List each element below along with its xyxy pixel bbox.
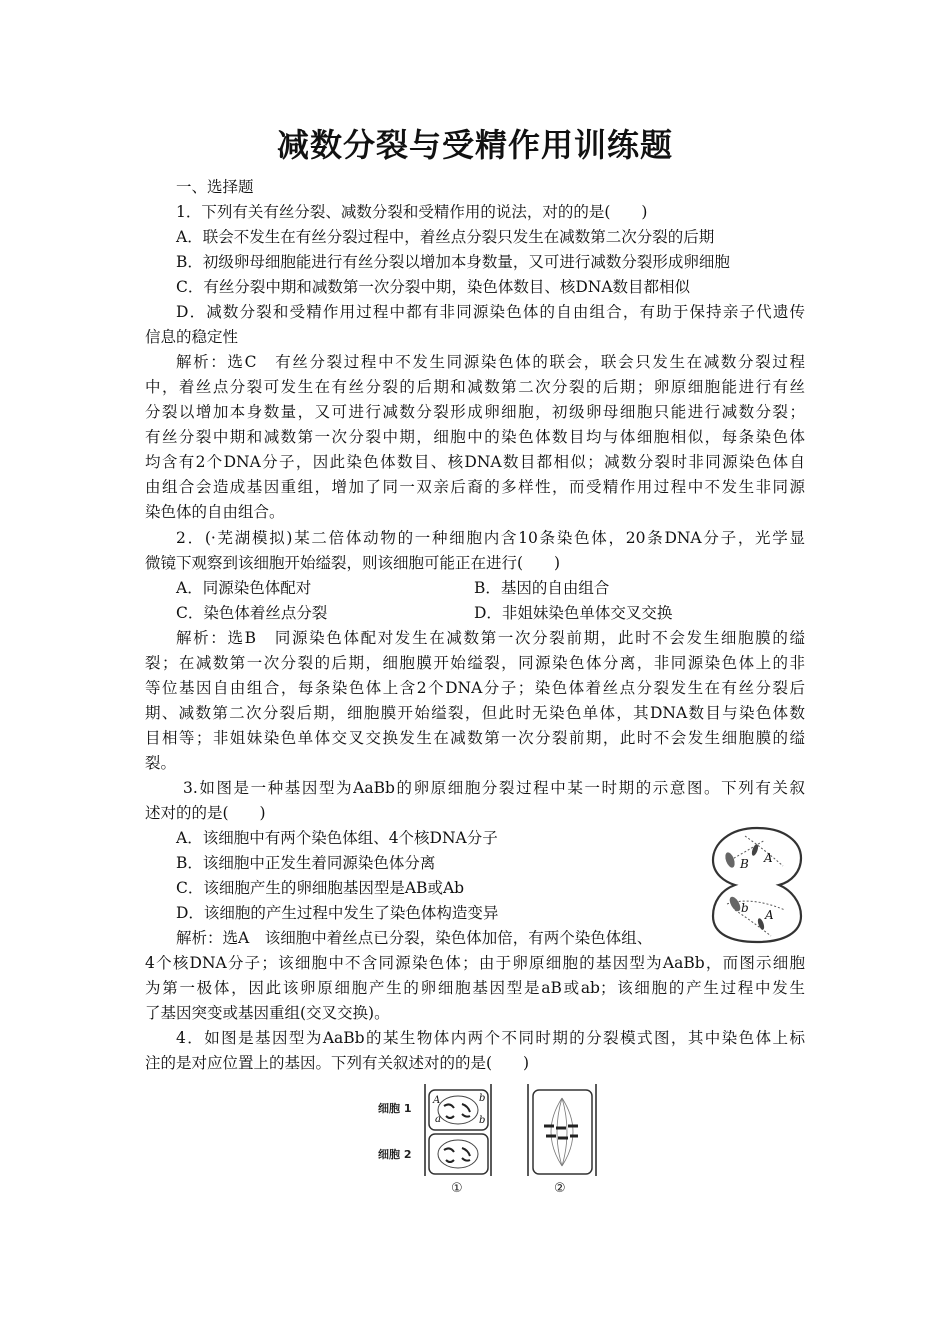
- q2-analysis-line: 裂。: [145, 754, 177, 772]
- panel-1-label: ①: [451, 1181, 463, 1196]
- q1-option-d-cont: 信息的稳定性: [145, 328, 239, 346]
- q3-stem-cont: 述对的的是( ): [145, 804, 266, 822]
- q3-analysis-line: 为第一极体，因此该卵原细胞产生的卵细胞基因型是aB或ab；该细胞的产生过程中发生: [145, 979, 805, 997]
- section-heading: 一、选择题: [176, 178, 254, 196]
- panel-2-label: ②: [554, 1181, 566, 1196]
- q3-analysis-line: 解析：选A 该细胞中着丝点已分裂，染色体加倍，有两个染色体组、: [176, 929, 653, 947]
- gene-label-b: b: [479, 1093, 486, 1104]
- q3-option-c: C．该细胞产生的卵细胞基因型是AB或Ab: [176, 879, 465, 897]
- q3-analysis-line: 4个核DNA分子；该细胞中不含同源染色体；由于卵原细胞的基因型为AaBb，而图示细胞: [145, 954, 805, 972]
- q1-option-b: B．初级卵母细胞能进行有丝分裂以增加本身数量，又可进行减数分裂形成卵细胞: [176, 253, 730, 271]
- gene-label-b: b: [741, 901, 749, 915]
- q1-option-a: A．联会不发生在有丝分裂过程中，着丝点分裂只发生在减数第二次分裂的后期: [176, 228, 715, 246]
- q3-option-d: D．该细胞的产生过程中发生了染色体构造变异: [176, 904, 499, 922]
- q1-analysis-line: 分裂以增加本身数量，又可进行减数分裂形成卵细胞，初级卵母细胞只能进行减数分裂；: [145, 403, 805, 421]
- q4-stem-cont: 注的是对应位置上的基因。下列有关叙述对的的是( ): [145, 1054, 530, 1072]
- q2-analysis-line: 期、减数第二次分裂后期，细胞膜开始缢裂，但此时无染色单体，其DNA数目与染色体数: [145, 704, 805, 722]
- q2-analysis-line: 解析：选B 同源染色体配对发生在减数第一次分裂前期，此时不会发生细胞膜的缢: [176, 629, 805, 647]
- q4-division-figure: [378, 1080, 600, 1198]
- q2-option-c: C．染色体着丝点分裂: [176, 604, 328, 622]
- q2-analysis-line: 等位基因自由组合，每条染色体上含2个DNA分子；染色体着丝点分裂发生在有丝分裂后: [145, 679, 805, 697]
- q2-option-d: D．非姐妹染色单体交叉交换: [474, 604, 673, 622]
- q3-analysis-line: 了基因突变或基因重组(交叉交换)。: [145, 1004, 390, 1022]
- q1-analysis-line: 有丝分裂中期和减数第一次分裂中期，细胞中的染色体数目均与体细胞相似，每条染色体: [145, 428, 805, 446]
- q3-option-b: B．该细胞中正发生着同源染色体分离: [176, 854, 436, 872]
- gene-label-A: A: [764, 851, 773, 865]
- q1-stem: 1．下列有关有丝分裂、减数分裂和受精作用的说法，对的的是( ): [176, 203, 648, 221]
- cell-2-label: 细胞 2: [378, 1148, 412, 1161]
- q1-option-d: D．减数分裂和受精作用过程中都有非同源染色体的自由组合，有助于保持亲子代遗传: [176, 303, 805, 321]
- gene-label-A: A: [433, 1095, 441, 1106]
- gene-label-A: A: [765, 908, 774, 922]
- cell-1-label: 细胞 1: [378, 1102, 412, 1115]
- q1-analysis-line: 解析：选C 有丝分裂过程中不发生同源染色体的联会，联会只发生在减数分裂过程: [176, 353, 805, 371]
- q3-option-a: A．该细胞中有两个染色体组、4个核DNA分子: [176, 829, 498, 847]
- q2-analysis-line: 目相等；非姐妹染色单体交叉交换发生在减数第一次分裂前期，此时不会发生细胞膜的缢: [145, 729, 805, 747]
- q2-stem-cont: 微镜下观察到该细胞开始缢裂，则该细胞可能正在进行( ): [145, 554, 561, 572]
- q2-option-b: B．基因的自由组合: [474, 579, 610, 597]
- gene-label-a: a: [435, 1114, 441, 1125]
- q4-stem: 4．如图是基因型为AaBb的某生物体内两个不同时期的分裂模式图，其中染色体上标: [176, 1029, 805, 1047]
- q1-analysis-line: 由组合会造成基因重组，增加了同一双亲后裔的多样性，而受精作用过程中不发生非同源: [145, 478, 805, 496]
- q2-option-a: A．同源染色体配对: [176, 579, 312, 597]
- q3-cell-figure: [705, 822, 809, 948]
- q2-analysis-line: 裂；在减数第一次分裂的后期，细胞膜开始缢裂，同源染色体分离，非同源染色体上的非: [145, 654, 805, 672]
- q1-option-c: C．有丝分裂中期和减数第一次分裂中期，染色体数目、核DNA数目都相似: [176, 278, 691, 296]
- q3-stem: 3.如图是一种基因型为AaBb的卵原细胞分裂过程中某一时期的示意图。下列有关叙: [183, 779, 805, 797]
- page-title: 减数分裂与受精作用训练题: [276, 126, 673, 164]
- gene-label-b: b: [479, 1115, 486, 1126]
- cell-panel-2: [533, 1090, 592, 1174]
- q1-analysis-line: 均含有2个DNA分子，因此染色体数目、核DNA数目都相似；减数分裂时非同源染色体自: [145, 453, 805, 471]
- gene-label-B: B: [740, 857, 749, 871]
- q1-analysis-line: 中，着丝点分裂可发生在有丝分裂的后期和减数第二次分裂的后期；卵原细胞能进行有丝: [145, 378, 805, 396]
- q2-stem: 2．(·芜湖模拟)某二倍体动物的一种细胞内含10条染色体，20条DNA分子，光学显: [176, 529, 805, 547]
- chromosome: [724, 851, 737, 869]
- q1-analysis-line: 染色体的自由组合。: [145, 503, 285, 521]
